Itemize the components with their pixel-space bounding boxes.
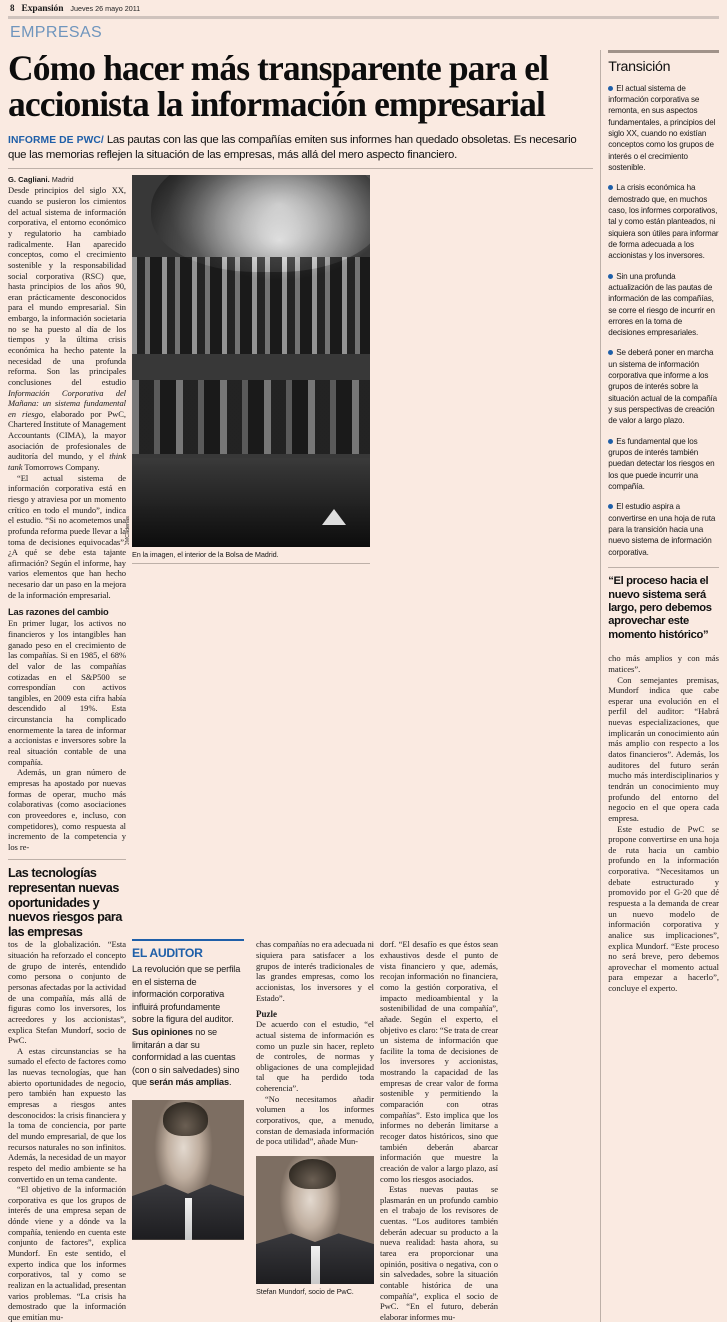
- column-5: [380, 939, 498, 1322]
- pull-quote-tecnologias: Las tecnologías representan nuevas oportunidades y nuevos riesgos para las empresas: [8, 859, 126, 939]
- auditor-box-text: [132, 963, 244, 1088]
- paragraph: “No necesitamos añadir volumen a los informes corporativos, que, a menudo, constan de demasiada información de poca utilidad”, añade Mun-: [256, 1093, 374, 1147]
- photo-bolsa-madrid: [132, 175, 370, 547]
- rail-bullet-text: El estudio aspira a convertirse en una hoja de ruta para la transición hacia una nuevo sistema de información corporativa.: [608, 502, 716, 557]
- column-2: [8, 939, 126, 1322]
- paragraph: Con semejantes premisas, Mundorf indica que cabe esperar una evolución en el perfil del auditor: “Habrá nuevas especializaciones, que implicarán un conocimiento aún más amplio con respecto a los datos financieros”. Además, los auditores del futuro serán mucho más interdisciplinarios y tendrán un conocimiento muy profundo del entorno del negocio en el que opera cada empresa.: [608, 674, 719, 823]
- sidebar-el-auditor: [132, 939, 244, 1088]
- paragraph: [8, 185, 126, 472]
- photo-stefan-mundorf-2: [256, 1156, 374, 1284]
- paragraph-text: Desde principios del siglo XX, cuando se pusieron los cimientos del actual sistema de información corporativa, el entorno económico y regulatorio ha cambiado radicalmente. Han aparecido conceptos, como el crecimiento sostenible y la responsabilidad social corporativa (RSC) que, hasta principios de los años 90, eran prácticamente desconocidos para el mundo empresarial. Sin embargo, la información societaria no se ha puesto al día de los tiempos y la última crisis económica ha hecho patente la necesidad de una profunda reforma. Son las principales conclusiones del estudio: [8, 185, 126, 387]
- article-bottom-block: [8, 939, 593, 1322]
- photo-caption-portrait: Stefan Mundorf, socio de PwC.: [256, 1286, 354, 1296]
- vertical-divider: [600, 50, 601, 1322]
- rail-bullet: [608, 436, 719, 493]
- rail-bullet: [608, 501, 719, 558]
- portrait-photo-block: [132, 1100, 250, 1240]
- article-headline: Cómo hacer más transparente para el accionista la información empresarial: [8, 48, 549, 125]
- byline: [8, 175, 126, 184]
- section-title: EMPRESAS: [10, 24, 103, 41]
- paragraph: “El objetivo de la información corporativa es que los grupos de interés de una empresa sepan de dónde viene y a dónde va la compañía, teniendo en cuenta este conjunto de factores”, explica Mundorf. En este sentido, el experto indica que los informes corporativos, tal y como se realizan en la actualidad, presentan varios problemas. “La crisis ha demostrado que la información que emitían mu-: [8, 1184, 126, 1322]
- rail-bullet: [608, 182, 719, 261]
- study-title: Información Corporativa del Mañana: un sistema fundamental en riesgo,: [8, 387, 126, 419]
- column-3-auditor: [132, 939, 250, 1322]
- rail-top-rule: [608, 50, 719, 53]
- paragraph: tos de la globalización. “Esta situación ha reforzado el concepto de grupo de interés, entendido como persona o conjunto de personas afectadas por la actividad de una compañía, más allá de figuras como los inversores, los acreedores y los accionistas”, explica Stefan Mundorf, socio de PwC.: [8, 939, 126, 1046]
- paragraph: Este estudio de PwC se propone convertirse en una hoja de ruta hacia un cambio profundo en la información corporativa. “Necesitamos un debate estructurado y promovido por el G-20 que dé respuesta a la demanda de crear un nuevo modelo de información corporativa y analice sus implicaciones”, explica Mundorf. “Este proceso no será breve, pero debemos aprovechar el momento actual para empezar a hacerlo”, concluye el experto.: [608, 823, 719, 994]
- paragraph: A estas circunstancias se ha sumado el efecto de factores como las nuevas tecnologías, que han abierto oportunidades de negocio, pero también han expuesto las empresas a riesgos antes desconocidos: la crisis financiera y la toma de conciencia, por parte del mundo empresarial, de que los recursos naturales no son infinitos. Además, la necesidad de un mayor respeto del medio ambiente se ha convertido en un tema candente.: [8, 1045, 126, 1184]
- paragraph: chas compañías no era adecuada ni siquiera para satisfacer a los grupos de interés tradicionales de las grandes empresas, como los accionistas, los inversores y el Estado”.: [256, 939, 374, 1003]
- standfirst-text: Las pautas con las que las compañías emiten sus informes han quedado obsoletas. Es necesario que las memorias reflejen la situación de las empresas, más allá del mero aspecto financiero.: [8, 134, 577, 161]
- rail-pull-quote: “El proceso hacia el nuevo sistema será largo, pero debemos aprovechar este momento histórico”: [608, 567, 719, 642]
- paragraph: dorf. “El desafío es que éstos sean exhaustivos desde el punto de vista financiero y que, además, recojan información no financiera, como la gestión corporativa, el impacto medioambiental y la sostenibilidad de una compañía”, añade. Según el experto, el objetivo es claro: “Se trata de crear un sistema de información que facilite la toma de decisiones de los inversores y accionistas, mostrando la capacidad de las empresas de crear valor de forma sostenible y permitiendo la comparación con otras compañías”. Esto implica que los informes no deberán limitarse a recoger datos históricos, sino que también deberán abarcar información que muestre la creación de valor a largo plazo, así como los riesgos asociados.: [380, 939, 498, 1184]
- subheading-razones: Las razones del cambio: [8, 607, 109, 618]
- auditor-text-part1: La revolución que se perfila en el sistema de información corporativa influirá profundamente sobre la figura del auditor.: [132, 964, 241, 1025]
- paragraph: De acuerdo con el estudio, “el actual sistema de información es como un puzle sin hacer, repleto de controles, de normas y obligaciones de una complejidad tal que ha perdido toda coherencia”.: [256, 1019, 374, 1094]
- bullet-dot-icon: [608, 86, 613, 91]
- photo-credit: JMCadenas: [125, 516, 131, 546]
- main-article-zone: [8, 50, 593, 1322]
- paragraph: cho más amplios y con más matices”.: [608, 653, 719, 674]
- auditor-text-part3: .: [228, 1077, 232, 1088]
- bullet-dot-icon: [608, 504, 613, 509]
- rail-title-transicion: Transición: [608, 58, 671, 75]
- bullet-dot-icon: [608, 274, 613, 279]
- paragraph-text-tail: elaborado por PwC, Chartered Institute of Management Accountants (CIMA), la mayor asociación de profesionales de auditoría del mundo, y el: [8, 408, 127, 462]
- rail-bullet-text: El actual sistema de información corporativa se remonta, en sus aspectos fundamentales, a principios del siglo XX, cuando no existían conceptos como los grupos de interés o el crecimiento sostenible.: [608, 83, 716, 172]
- page-body: [8, 50, 719, 1322]
- rail-bullet-text: Sin una profunda actualización de las pautas de información de las compañías, se corre el riesgo de incurrir en errores en la toma de decisiones empresariales.: [608, 271, 715, 338]
- column-4: [256, 939, 374, 1322]
- portrait-photo-block-2: [256, 1156, 374, 1296]
- rail-bullet: [608, 347, 719, 426]
- byline-author: G. Cagliani.: [8, 175, 50, 185]
- paragraph: “El actual sistema de información corporativa está en riesgo y atraviesa por un momento crítico en todo el mundo”, indica el estudio. “Si no acometemos una profunda reforma puede llevar a la toma de decisiones equivocadas”. ¿A qué se debe esta tajante afirmación? Según el informe, hay varios elementos que han hecho necesario dar un paso en la mejora de la información empresarial.: [8, 472, 126, 600]
- main-photo-block: [125, 175, 370, 939]
- auditor-box-title: EL AUDITOR: [132, 946, 203, 961]
- publication-name: Expansión: [21, 4, 64, 14]
- paragraph: Estas nuevas pautas se plasmarán en un profundo cambio en el trabajo de los revisores de cuentas. “Los auditores también deberán adecuar su producto a la nueva realidad: hasta ahora, su tarea era proporcionar una opinión, positiva o negativa, con o sin salvedades, sobre la situación contable histórica de una compañía”, explica el socio de PwC. “En el futuro, deberán elaborar informes mu-: [380, 1184, 498, 1322]
- caption-rule: [132, 563, 370, 564]
- bullet-dot-icon: [608, 185, 613, 190]
- issue-date: Jueves 26 mayo 2011: [70, 4, 141, 13]
- byline-city: Madrid: [51, 176, 74, 185]
- paragraph: Además, un gran número de empresas ha apostado por nuevas formas de operar, mucho más colaborativas (como asociaciones con proveedores e, incluso, con competidores), como respuesta al incremento de la competencia y los re-: [8, 767, 126, 852]
- rail-bullet: [608, 83, 719, 174]
- right-rail: [608, 50, 719, 1322]
- article-standfirst: [8, 133, 593, 162]
- article-top-block: [8, 175, 593, 939]
- rail-bullet-text: Se deberá poner en marcha un sistema de información corporativa que informe a los grupos de interés sobre la situación actual de la compañía y sus perspectivas de creación de valor a largo plazo.: [608, 348, 717, 426]
- rail-bullet: [608, 271, 719, 339]
- article-kicker: INFORME DE PWC/: [8, 135, 104, 147]
- column-1: [8, 175, 126, 939]
- standfirst-rule: [8, 168, 593, 169]
- page-folio: 8: [10, 3, 15, 13]
- auditor-text-bold1: Sus opiniones: [132, 1027, 193, 1037]
- rail-bullet-text: La crisis económica ha demostrado que, en muchos caso, los informes corporativos, tal y como están planteados, ni siquiera son útiles para informar de forma adecuada a los accionistas y los inversores.: [608, 183, 719, 261]
- photo-caption-main: En la imagen, el interior de la Bolsa de Madrid.: [132, 550, 279, 560]
- bullet-dot-icon: [608, 350, 613, 355]
- rail-bullet-text: Es fundamental que los grupos de interés también puedan detectar los riesgos en los que puede incurrir una compañía.: [608, 436, 715, 492]
- subheading-puzle: Puzle: [256, 1009, 277, 1020]
- auditor-text-part2: no se limitarán a dar su conformidad a las cuentas (con o sin salvedades) sino que: [132, 1027, 240, 1088]
- photo-stefan-mundorf: [132, 1100, 244, 1240]
- auditor-text-bold2: serán más amplias: [149, 1077, 229, 1088]
- paragraph: En primer lugar, los activos no financieros y los intangibles han ganado peso en el crecimiento de las compañías. Si en 1985, el 68% del valor de las compañías cotizadas en el S&P500 se correspondían con activos tangibles, en 2009 esta cifra había descendido al 19%. Esta circunstancia ha complicado enormemente la tarea de informar a accionistas e inversores sobre la real situación contable de una compañía.: [8, 618, 126, 767]
- masthead: [8, 0, 719, 15]
- bullet-dot-icon: [608, 439, 613, 444]
- paragraph-text-tail2: Tomorrows Company.: [22, 462, 100, 473]
- think-tank-italic: think tank: [8, 451, 126, 473]
